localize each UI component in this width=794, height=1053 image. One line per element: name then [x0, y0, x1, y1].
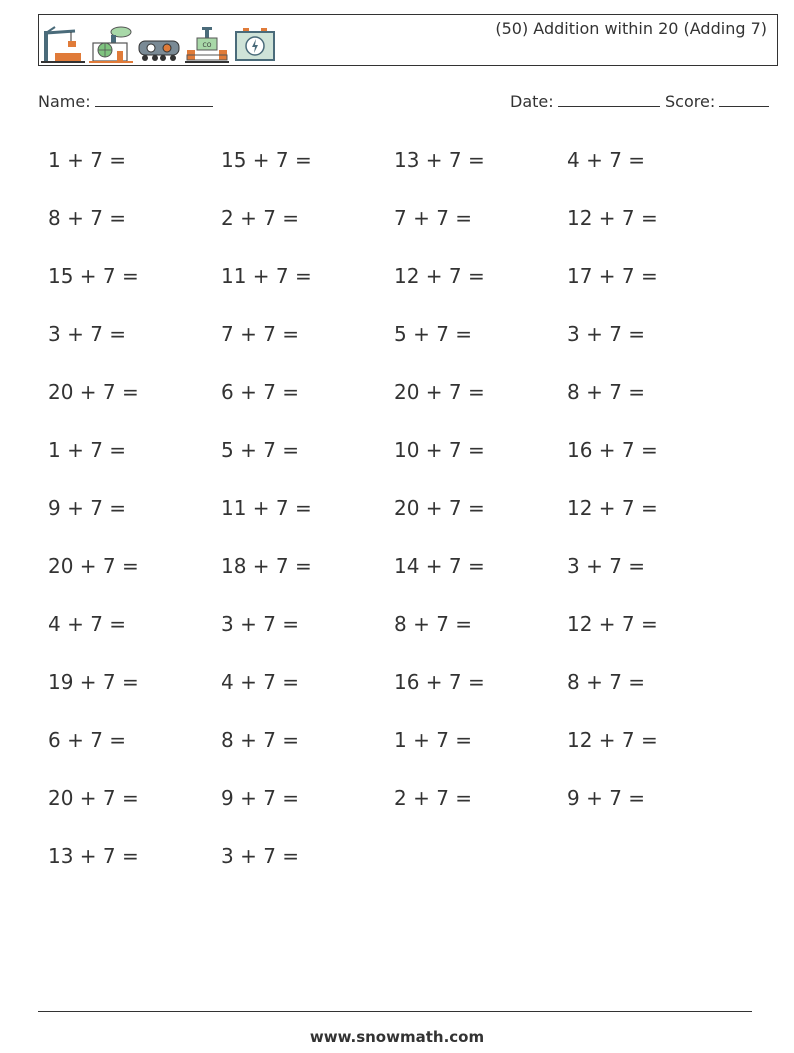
problem-item: 4 + 7 = [48, 612, 127, 636]
problem-item: 3 + 7 = [221, 844, 300, 868]
header-icons [41, 21, 277, 65]
problem-item: 8 + 7 = [221, 728, 300, 752]
problem-item: 20 + 7 = [48, 380, 139, 404]
problem-item: 16 + 7 = [567, 438, 658, 462]
problem-item: 3 + 7 = [48, 322, 127, 346]
problem-item: 8 + 7 = [394, 612, 473, 636]
problem-item: 3 + 7 = [567, 322, 646, 346]
problem-item: 9 + 7 = [567, 786, 646, 810]
date-field [510, 92, 660, 111]
problem-item: 8 + 7 = [567, 670, 646, 694]
problem-item: 12 + 7 = [567, 728, 658, 752]
problem-item: 17 + 7 = [567, 264, 658, 288]
problem-item: 5 + 7 = [394, 322, 473, 346]
problem-item: 20 + 7 = [48, 554, 139, 578]
problem-item: 20 + 7 = [394, 496, 485, 520]
problem-item: 6 + 7 = [48, 728, 127, 752]
score-field [665, 92, 769, 111]
problem-item: 19 + 7 = [48, 670, 139, 694]
problem-item: 12 + 7 = [567, 206, 658, 230]
name-blank[interactable] [95, 92, 213, 107]
problem-item: 13 + 7 = [394, 148, 485, 172]
problem-item: 13 + 7 = [48, 844, 139, 868]
name-label: Name: [38, 92, 91, 111]
problem-item: 18 + 7 = [221, 554, 312, 578]
problem-item: 12 + 7 = [567, 496, 658, 520]
score-label: Score: [665, 92, 716, 111]
problem-item: 14 + 7 = [394, 554, 485, 578]
problem-item: 6 + 7 = [221, 380, 300, 404]
problem-item: 9 + 7 = [221, 786, 300, 810]
problem-item: 15 + 7 = [48, 264, 139, 288]
problem-item: 1 + 7 = [394, 728, 473, 752]
svg-text:CO: CO [202, 42, 212, 49]
footer-divider [38, 1011, 752, 1012]
name-field [38, 92, 213, 111]
problem-item: 16 + 7 = [394, 670, 485, 694]
problem-item: 12 + 7 = [567, 612, 658, 636]
score-blank[interactable] [719, 92, 769, 107]
footer-url: www.snowmath.com [309, 1028, 485, 1046]
problem-item: 7 + 7 = [221, 322, 300, 346]
date-label: Date: [510, 92, 554, 111]
problem-item: 4 + 7 = [567, 148, 646, 172]
worksheet-title: (50) Addition within 20 (Adding 7) [495, 19, 767, 38]
problem-item: 1 + 7 = [48, 438, 127, 462]
problem-item: 7 + 7 = [394, 206, 473, 230]
factory-icon [89, 25, 133, 65]
worksheet-header [38, 14, 778, 66]
battery-icon [233, 25, 277, 65]
problem-item: 5 + 7 = [221, 438, 300, 462]
problem-item: 11 + 7 = [221, 496, 312, 520]
problem-item: 12 + 7 = [394, 264, 485, 288]
tanker-train-icon [137, 25, 181, 65]
problem-item: 10 + 7 = [394, 438, 485, 462]
problem-item: 11 + 7 = [221, 264, 312, 288]
crane-icon [41, 25, 85, 65]
problem-item: 3 + 7 = [221, 612, 300, 636]
date-blank[interactable] [558, 92, 660, 107]
problem-item: 9 + 7 = [48, 496, 127, 520]
problem-item: 8 + 7 = [48, 206, 127, 230]
problem-item: 15 + 7 = [221, 148, 312, 172]
problem-item: 1 + 7 = [48, 148, 127, 172]
problem-item: 2 + 7 = [221, 206, 300, 230]
problem-item: 8 + 7 = [567, 380, 646, 404]
problem-item: 20 + 7 = [48, 786, 139, 810]
problem-item: 3 + 7 = [567, 554, 646, 578]
problem-item: 20 + 7 = [394, 380, 485, 404]
problem-item: 2 + 7 = [394, 786, 473, 810]
co2-pipeline-icon [185, 25, 229, 65]
problem-item: 4 + 7 = [221, 670, 300, 694]
